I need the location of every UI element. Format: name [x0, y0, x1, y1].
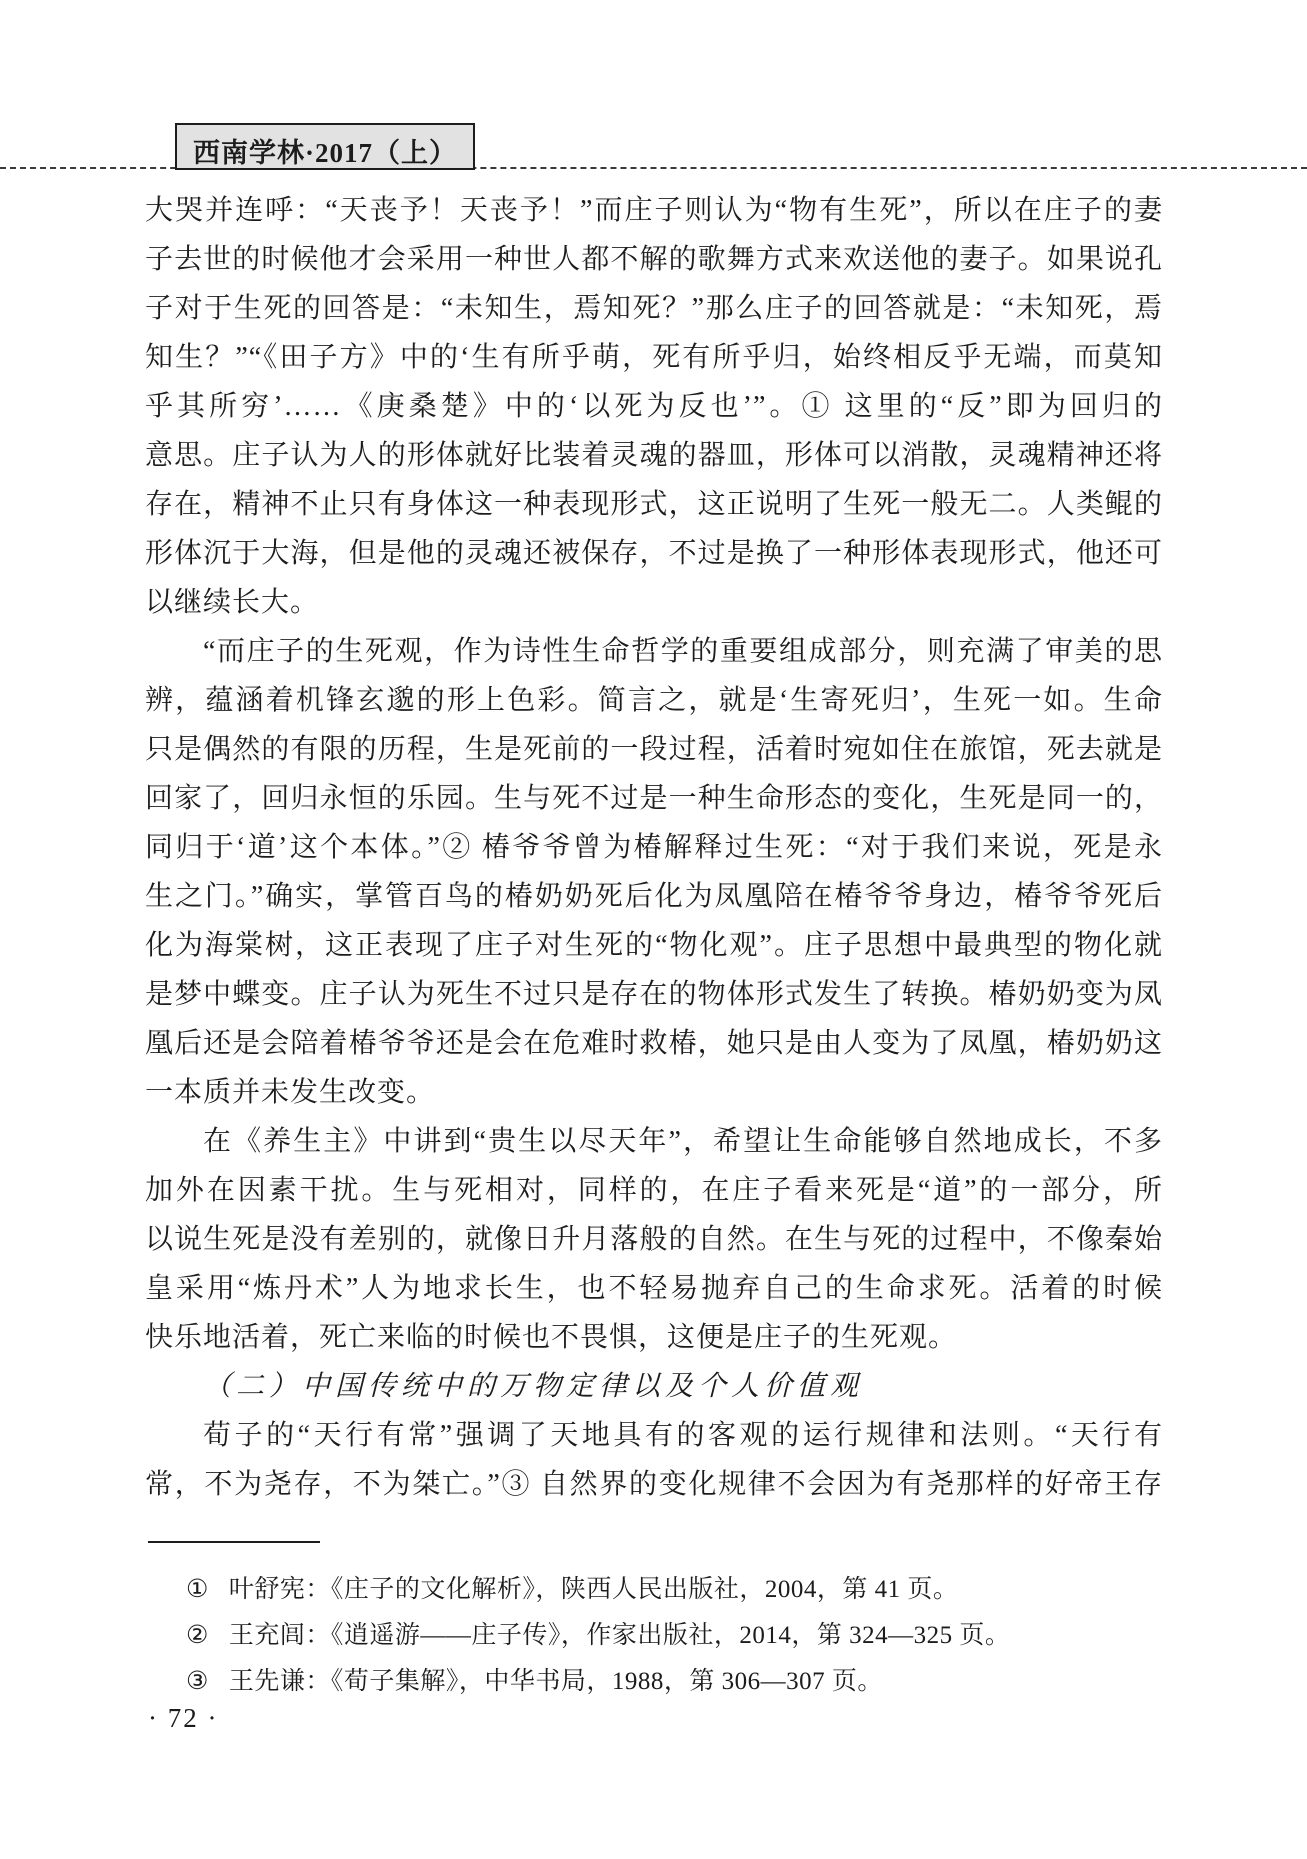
text-line: 同归于‘道’这个本体。”② 椿爷爷曾为椿解释过生死：“对于我们来说，死是永 — [145, 832, 1163, 863]
text-line: 意思。庄子认为人的形体就好比装着灵魂的器皿，形体可以消散，灵魂精神还将 — [145, 440, 1163, 471]
footnote-item — [186, 1613, 1176, 1659]
text-line: 辨，蕴涵着机锋玄邈的形上色彩。简言之，就是‘生寄死归’，生死一如。生命 — [145, 685, 1163, 716]
text-line: 是梦中蝶变。庄子认为死生不过只是存在的物体形式发生了转换。椿奶奶变为凤 — [145, 979, 1163, 1010]
text-line: “而庄子的生死观，作为诗性生命哲学的重要组成部分，则充满了审美的思 — [203, 636, 1163, 667]
footnote-marker: ② — [186, 1622, 209, 1649]
footnotes-block — [186, 1567, 1176, 1705]
text-line: 生之门。”确实，掌管百鸟的椿奶奶死后化为凤凰陪在椿爷爷身边，椿爷爷死后 — [145, 881, 1163, 912]
journal-header-badge: 西南学林·2017（上） — [175, 123, 475, 170]
text-line: 化为海棠树，这正表现了庄子对生死的“物化观”。庄子思想中最典型的物化就 — [145, 930, 1163, 961]
text-line: 皇采用“炼丹术”人为地求长生，也不轻易抛弃自己的生命求死。活着的时候 — [145, 1273, 1163, 1304]
text-line: 一本质并未发生改变。 — [145, 1077, 436, 1108]
footnote-text: 王充闾：《逍遥游——庄子传》，作家出版社，2014，第 324—325 页。 — [228, 1622, 1011, 1649]
text-line: 子对于生死的回答是：“未知生，焉知死？”那么庄子的回答就是：“未知死，焉 — [145, 293, 1163, 324]
text-line: 以继续长大。 — [145, 587, 320, 618]
article-body — [145, 186, 1163, 1509]
footnote-item — [186, 1567, 1176, 1613]
text-line: 以说生死是没有差别的，就像日升月落般的自然。在生与死的过程中，不像秦始 — [145, 1224, 1163, 1255]
text-line: 在《养生主》中讲到“贵生以尽天年”，希望让生命能够自然地成长，不多 — [203, 1126, 1163, 1157]
footnote-marker: ① — [186, 1576, 209, 1603]
text-line: 知生？”“《田子方》中的‘生有所乎萌，死有所乎归，始终相反乎无端，而莫知 — [145, 342, 1163, 373]
text-line: 大哭并连呼：“天丧予！天丧予！”而庄子则认为“物有生死”，所以在庄子的妻 — [145, 195, 1163, 226]
text-line: 快乐地活着，死亡来临的时候也不畏惧，这便是庄子的生死观。 — [145, 1322, 958, 1353]
text-line: 存在，精神不止只有身体这一种表现形式，这正说明了生死一般无二。人类鲲的 — [145, 489, 1163, 520]
footnote-marker: ③ — [186, 1668, 209, 1695]
text-line: 加外在因素干扰。生与死相对，同样的，在庄子看来死是“道”的一部分，所 — [145, 1175, 1163, 1206]
text-line: 荀子的“天行有常”强调了天地具有的客观的运行规律和法则。“天行有 — [203, 1420, 1163, 1451]
footnote-text: 叶舒宪：《庄子的文化解析》，陕西人民出版社，2004，第 41 页。 — [228, 1576, 959, 1603]
footnote-text: 王先谦：《荀子集解》，中华书局，1988，第 306—307 页。 — [228, 1668, 883, 1695]
text-line: 常，不为尧存，不为桀亡。”③ 自然界的变化规律不会因为有尧那样的好帝王存 — [145, 1469, 1163, 1500]
text-line: 只是偶然的有限的历程，生是死前的一段过程，活着时宛如住在旅馆，死去就是 — [145, 734, 1163, 765]
section-heading: （二）中国传统中的万物定律以及个人价值观 — [203, 1371, 864, 1402]
text-line: 回家了，回归永恒的乐园。生与死不过是一种生命形态的变化，生死是同一的， — [145, 783, 1163, 814]
text-line: 子去世的时候他才会采用一种世人都不解的歌舞方式来欢送他的妻子。如果说孔 — [145, 244, 1163, 275]
text-line: 形体沉于大海，但是他的灵魂还被保存，不过是换了一种形体表现形式，他还可 — [145, 538, 1163, 569]
text-line: 乎其所穷’……《庚桑楚》中的‘以死为反也’”。① 这里的“反”即为回归的 — [145, 391, 1163, 422]
footnote-separator — [148, 1541, 320, 1543]
footnote-item — [186, 1659, 1176, 1705]
text-line: 凰后还是会陪着椿爷爷还是会在危难时救椿，她只是由人变为了凤凰，椿奶奶这 — [145, 1028, 1163, 1059]
page-number: · 72 · — [148, 1703, 219, 1733]
